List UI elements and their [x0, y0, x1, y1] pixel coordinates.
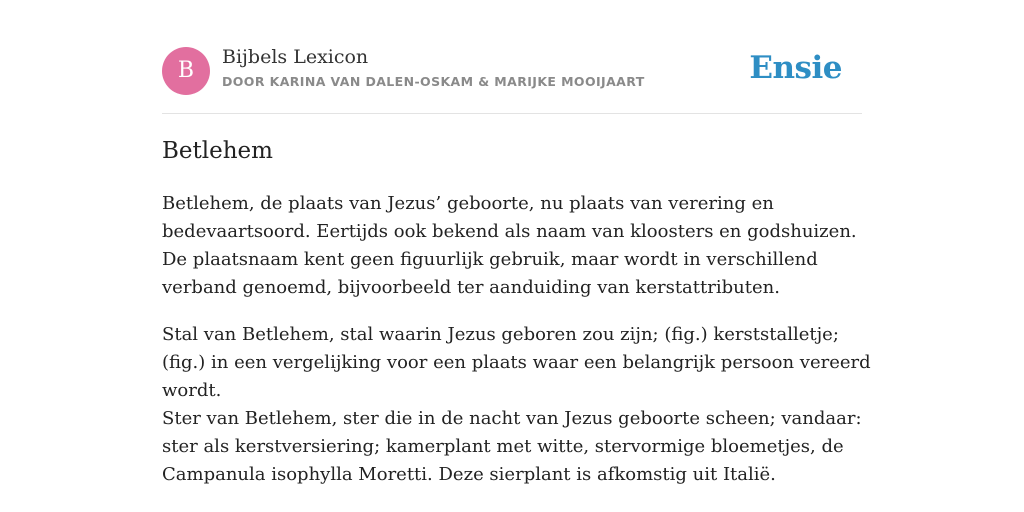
header [162, 0, 862, 114]
source-title-link[interactable]: Bijbels Lexicon [222, 46, 369, 68]
entry-card [162, 0, 871, 485]
entry-paragraph-stal: Stal van Betlehem, stal waarin Jezus geboren zou zijn; (fig.) kerststalletje; (fig.) in een vergelijking voor een plaats waar een belangrijk persoon vereerd wordt. [162, 324, 871, 401]
authors-byline: DOOR KARINA VAN DALEN-OSKAM & MARIJKE MOOIJAART [222, 74, 645, 89]
entry-paragraph-definition: Betlehem, de plaats van Jezus’ geboorte, nu plaats van verering en bedevaartsoord. Eertijds ook bekend als naam van kloosters en godshuizen. De plaatsnaam kent geen figuurlijk gebruik, maar wordt in verschillend verband genoemd, bijvoorbeeld ter aanduiding van kerstattributen. [162, 193, 857, 298]
ensie-logo[interactable]: Ensie [749, 50, 842, 86]
source-avatar[interactable]: B [162, 47, 210, 95]
entry-title: Betlehem [162, 138, 273, 164]
entry-paragraph-ster: Ster van Betlehem, ster die in de nacht van Jezus geboorte scheen; vandaar: ster als kerstversiering; kamerplant met witte, stervormige bloemetjes, de Campanula isophylla Moretti. Deze sierplant is afkomstig uit Italië. [162, 408, 862, 485]
